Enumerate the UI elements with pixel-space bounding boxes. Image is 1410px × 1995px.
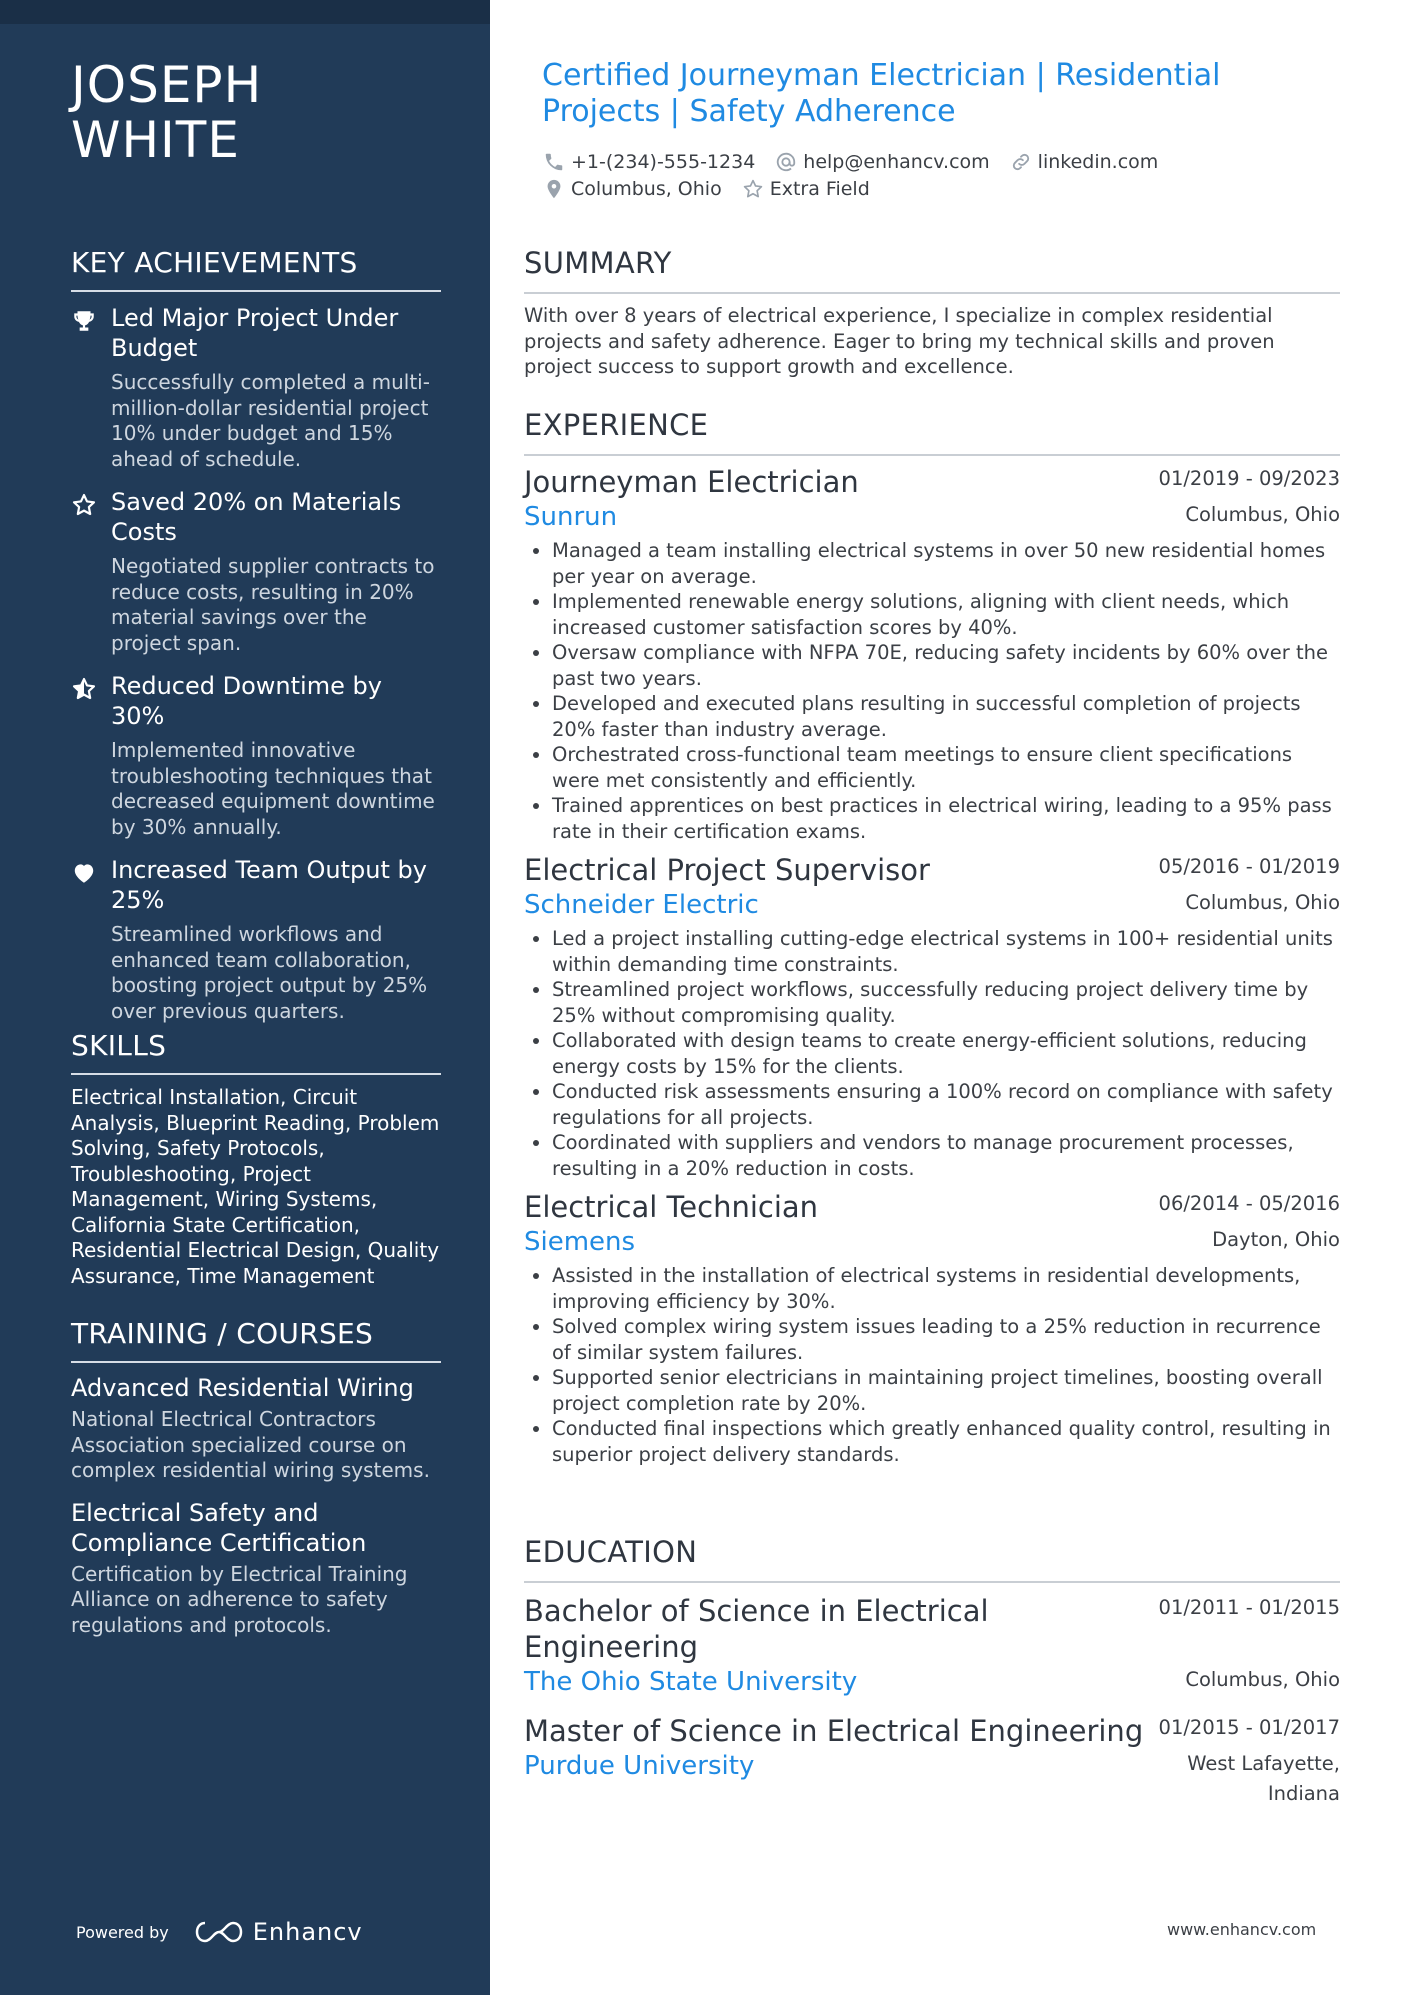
job-bullets <box>524 926 1340 1181</box>
course-title: Electrical Safety and Compliance Certification <box>71 1498 367 1557</box>
education-entry <box>524 1713 1340 1809</box>
skills-list: Electrical Installation, Circuit Analysis, Blueprint Reading, Problem Solving, Safety Protocols, Troubleshooting, Project Management, Wiring Systems, California State Certification, Residential Electrical Design, Quality Assurance, Time Management <box>71 1085 440 1288</box>
bullet-item: • Managed a team installing electrical systems in over 50 new residential homes per year on average. <box>552 538 1340 589</box>
phone-icon <box>543 151 565 173</box>
first-name: JOSEPH <box>71 56 263 114</box>
bullet-item: • Collaborated with design teams to create energy-efficient solutions, reducing energy costs by 15% for the clients. <box>552 1028 1340 1079</box>
bullet-item: • Orchestrated cross-functional team meetings to ensure client specifications were met consistently and efficiently. <box>552 742 1340 793</box>
job-title: Electrical Technician <box>524 1190 819 1224</box>
course-desc: National Electrical Contractors Association specialized course on complex residential wiring systems. <box>71 1407 430 1482</box>
bullet-item: • Trained apprentices on best practices in electrical wiring, leading to a 95% pass rate in their certification exams. <box>552 793 1340 844</box>
achievement-title: Increased Team Output by 25% <box>111 856 427 914</box>
bullet-item: • Supported senior electricians in maintaining project timelines, boosting overall project completion rate by 20%. <box>552 1365 1340 1416</box>
job-location: Columbus, Ohio <box>1185 891 1340 914</box>
bullet-item: • Developed and executed plans resulting in successful completion of projects 20% faster than industry average. <box>552 691 1340 742</box>
trophy-icon <box>71 308 97 334</box>
education-heading: EDUCATION <box>524 1535 1340 1583</box>
course-desc: Certification by Electrical Training Alliance on adherence to safety regulations and protocols. <box>71 1561 408 1637</box>
achievement-desc: Implemented innovative troubleshooting techniques that decreased equipment downtime by 30% annually. <box>111 738 435 839</box>
bullet-item: • Streamlined project workflows, successfully reducing project delivery time by 25% without compromising quality. <box>552 977 1340 1028</box>
contact-phone[interactable] <box>543 151 755 173</box>
last-name: WHITE <box>71 111 240 169</box>
job-bullets <box>524 1263 1340 1467</box>
school-location: West Lafayette, Indiana <box>1187 1752 1340 1805</box>
job-date: 05/2016 - 01/2019 <box>1158 855 1340 878</box>
achievement-desc: Successfully completed a multi-million-dollar residential project 10% under budget and 15% ahead of schedule. <box>111 370 430 471</box>
skills-section <box>71 1029 441 1289</box>
star-outline-icon <box>71 492 97 518</box>
bullet-item: • Oversaw compliance with NFPA 70E, reducing safety incidents by 60% over the past two years. <box>552 640 1340 691</box>
sidebar <box>0 0 490 1995</box>
enhancv-logo-icon <box>195 1918 243 1946</box>
skills-heading: SKILLS <box>71 1029 441 1075</box>
experience-section <box>524 408 1340 1467</box>
contact-extra <box>742 178 870 200</box>
resume-headline: Certified Journeyman Electrician | Residential Projects | Safety Adherence <box>542 58 1221 129</box>
course-item <box>71 1373 441 1484</box>
school-name: The Ohio State University <box>524 1667 858 1697</box>
extra-field-text: Extra Field <box>769 177 870 200</box>
star-half-icon <box>71 676 97 702</box>
job-company: Siemens <box>524 1227 636 1257</box>
linkedin-text: linkedin.com <box>1037 150 1159 173</box>
location-pin-icon <box>543 178 565 200</box>
job-title: Electrical Project Supervisor <box>524 853 930 887</box>
contact-linkedin[interactable] <box>1010 151 1159 173</box>
achievement-desc: Streamlined workflows and enhanced team collaboration, boosting project output by 25% over previous quarters. <box>111 922 428 1023</box>
training-section <box>71 1317 441 1638</box>
school-name: Purdue University <box>524 1751 755 1781</box>
email-text: help@enhancv.com <box>803 150 990 173</box>
contact-location <box>543 178 722 200</box>
course-item <box>71 1498 441 1639</box>
bullet-item: • Solved complex wiring system issues leading to a 25% reduction in recurrence of similar system failures. <box>552 1314 1340 1365</box>
bullet-item: • Coordinated with suppliers and vendors to manage procurement processes, resulting in a 20% reduction in costs. <box>552 1130 1340 1181</box>
bullet-item: • Assisted in the installation of electrical systems in residential developments, improving efficiency by 30%. <box>552 1263 1340 1314</box>
degree-title: Master of Science in Electrical Engineering <box>524 1714 1144 1748</box>
achievement-item <box>71 855 441 1024</box>
job-date: 01/2019 - 09/2023 <box>1158 467 1340 490</box>
sidebar-top-bar <box>0 0 490 24</box>
contact-info <box>543 148 1343 202</box>
achievements-section <box>71 246 441 1024</box>
achievements-heading: KEY ACHIEVEMENTS <box>71 246 441 292</box>
at-icon <box>775 151 797 173</box>
link-icon <box>1010 151 1032 173</box>
powered-by-label: Powered by <box>76 1922 169 1942</box>
summary-section <box>524 246 1340 380</box>
education-date: 01/2015 - 01/2017 <box>1158 1716 1340 1739</box>
job-location: Columbus, Ohio <box>1185 503 1340 526</box>
location-text: Columbus, Ohio <box>571 177 722 200</box>
job-company: Sunrun <box>524 502 618 532</box>
candidate-name <box>71 58 471 168</box>
summary-heading: SUMMARY <box>524 246 1340 294</box>
experience-heading: EXPERIENCE <box>524 408 1340 456</box>
degree-title: Bachelor of Science in Electrical Engineering <box>524 1594 989 1664</box>
job-title: Journeyman Electrician <box>524 465 859 499</box>
summary-text: With over 8 years of electrical experience, I specialize in complex residential projects and safety adherence. Eager to bring my technical skills and proven project success to support growth and excellence. <box>524 304 1275 378</box>
job-company: Schneider Electric <box>524 890 759 920</box>
contact-email[interactable] <box>775 151 989 173</box>
achievement-item <box>71 671 441 840</box>
bullet-item: • Conducted risk assessments ensuring a 100% record on compliance with safety regulations for all projects. <box>552 1079 1340 1130</box>
job-location: Dayton, Ohio <box>1212 1228 1340 1251</box>
achievement-desc: Negotiated supplier contracts to reduce costs, resulting in 20% material savings over the project span. <box>111 554 435 655</box>
phone-text: +1-(234)-555-1234 <box>571 150 756 173</box>
achievement-title: Saved 20% on Materials Costs <box>111 488 402 546</box>
job-entry <box>524 852 1340 1181</box>
school-location: Columbus, Ohio <box>1185 1668 1340 1691</box>
achievement-item <box>71 303 441 472</box>
enhancv-brand: Enhancv <box>252 1918 363 1946</box>
star-outline-icon <box>742 178 764 200</box>
job-entry <box>524 1189 1340 1467</box>
powered-by <box>76 1918 363 1946</box>
job-date: 06/2014 - 05/2016 <box>1158 1192 1340 1215</box>
course-title: Advanced Residential Wiring <box>71 1374 414 1402</box>
education-entry <box>524 1593 1340 1699</box>
bullet-item: • Conducted final inspections which greatly enhanced quality control, resulting in superior project delivery standards. <box>552 1416 1340 1467</box>
training-heading: TRAINING / COURSES <box>71 1317 441 1363</box>
achievement-title: Led Major Project Under Budget <box>111 304 399 362</box>
achievement-title: Reduced Downtime by 30% <box>111 672 382 730</box>
job-entry <box>524 464 1340 844</box>
heart-icon <box>71 860 97 886</box>
footer-url[interactable]: www.enhancv.com <box>1167 1920 1317 1939</box>
education-date: 01/2011 - 01/2015 <box>1158 1596 1340 1619</box>
bullet-item: • Implemented renewable energy solutions, aligning with client needs, which increased customer satisfaction scores by 40%. <box>552 589 1340 640</box>
education-section <box>524 1535 1340 1809</box>
achievement-item <box>71 487 441 656</box>
job-bullets <box>524 538 1340 844</box>
bullet-item: • Led a project installing cutting-edge electrical systems in 100+ residential units within demanding time constraints. <box>552 926 1340 977</box>
